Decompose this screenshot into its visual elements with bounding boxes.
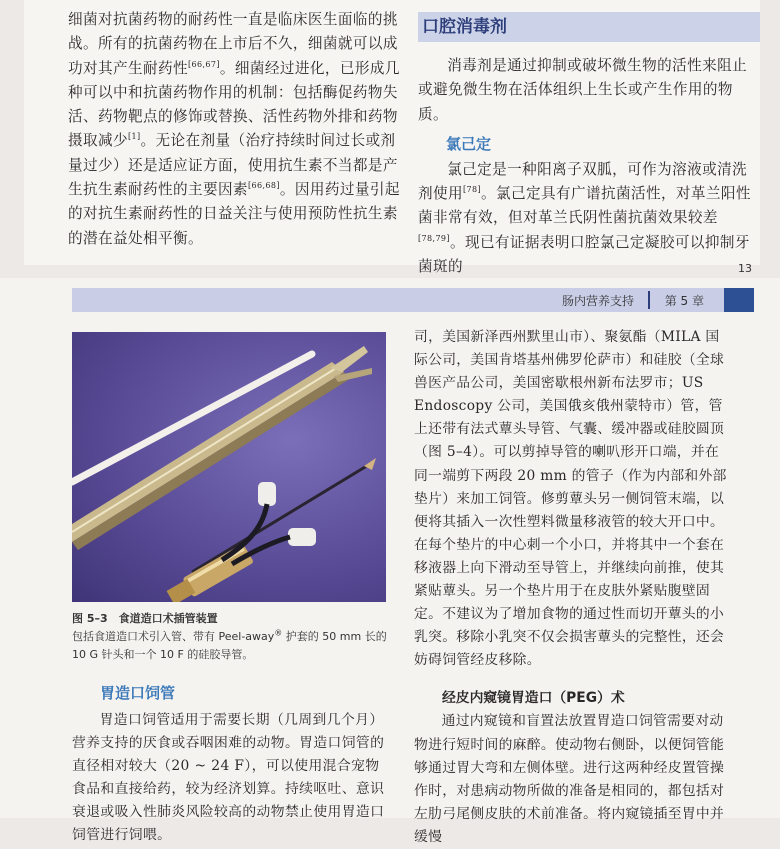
- header-title: 肠内营养支持: [561, 294, 634, 308]
- caption-body: [72, 628, 392, 664]
- citation: [78,79]: [418, 233, 450, 243]
- citation: [1]: [127, 132, 141, 142]
- disinfectant-paragraph: 消毒剂是通过抑制或破坏微生物的活性来阻止或避免微生物在活体组织上生长或产生作用的物质。: [418, 57, 748, 123]
- paragraph-text: 。现已有证据表明口腔氯己定凝胶可以抑制牙菌斑的: [418, 233, 750, 276]
- bottom-page: [0, 278, 780, 845]
- top-right-column: [418, 12, 760, 279]
- caption-title: 图 5–3 食道造口术插管装置: [72, 612, 218, 625]
- feeding-tube-device-image: [72, 332, 386, 602]
- paragraph-text: 。因用药过量引起的对抗生素耐药性的日益关注与使用预防性抗生素的潜在益处相平衡。: [68, 181, 400, 247]
- paragraph-text: 。细菌经过进化，已形成几种可以中和抗菌药物作用的机制：包括酶促药物失活、药物靶点的修饰或替换、活性药物外排和药物摄取减少: [68, 59, 400, 150]
- figure-caption: [72, 610, 392, 664]
- peg-paragraph: 通过内窥镜和盲置法放置胃造口饲管需要对动物进行短时间的麻醉。使动物右侧卧，以便饲管能够通过胃大弯和左侧体壁。进行这两种经皮置管操作时，对患病动物所做的准备是相同的，都包括对左肋弓尾侧皮肤的术前准备。将内窥镜插至胃中并缓慢: [414, 713, 725, 845]
- paragraph-text: 氯己定是一种阳离子双胍，可作为溶液或清洗剂使用: [418, 160, 748, 203]
- caption-text: 包括食道造口术引入管、带有 Peel-away: [72, 630, 275, 643]
- gastrostomy-paragraph: 胃造口饲管适用于需要长期（几周到几个月）营养支持的厌食或吞咽困难的动物。胃造口饲管的直径相对较大（20 ~ 24 F），可以使用混合宠物食品和直接给药，较为经济划算。持续呕吐、意识衰退或吸入性肺炎风险较高的动物禁止使用胃造口饲管进行饲喂。: [72, 712, 385, 844]
- left-column: [72, 682, 392, 848]
- antibiotic-resistance-paragraph: [68, 8, 404, 251]
- registered-mark: ®: [274, 628, 283, 638]
- figure-photo: [72, 332, 386, 602]
- running-header: [72, 288, 754, 312]
- caption-text: 护套的 50 mm 长的 10 G 针头和一个 10 F 的硅胶导管。: [72, 630, 387, 661]
- top-left-column: [68, 8, 404, 251]
- right-column: [414, 326, 730, 849]
- chlorhexidine-paragraph: [418, 158, 760, 279]
- citation: [66,67]: [187, 59, 220, 69]
- peg-heading: 经皮内窥镜胃造口（PEG）术: [442, 690, 625, 707]
- chlorhexidine-heading: 氯己定: [446, 134, 492, 153]
- citation: [78]: [462, 185, 482, 195]
- gastrostomy-tube-heading: 胃造口饲管: [100, 684, 176, 702]
- section-title: 口腔消毒剂: [418, 12, 760, 42]
- page-number: 13: [738, 262, 752, 275]
- header-chapter: 第 5 章: [664, 294, 704, 308]
- header-divider: [648, 291, 650, 309]
- header-accent-block: [724, 288, 754, 312]
- citation: [66,68]: [247, 181, 280, 191]
- tube-construction-paragraph: 司，美国新泽西州默里山市）、聚氨酯（MILA 国际公司，美国肯塔基州佛罗伦萨市）和硅胶（全球兽医产品公司，美国密歇根州新布法罗市；US Endoscopy 公司，美国俄亥俄州蒙特市）管，管上还带有法式蕈头导管、气囊、缓冲器或硅胶圆顶（图 5–4）。可以剪掉导管的喇叭形开口端，并在同一端剪下两段 20 mm 的管子（作为内部和外部垫片）来加工饲管。修剪蕈头另一侧饲管末端，以便将其插入一次性塑料微量移液管的较大开口中。在每个垫片的中心刺一个小口，并将其中一个套在移液器上向下滑动至导管上，并继续向前推，使其紧贴蕈头。另一个垫片用于在皮肤外紧贴腹壁固定。不建议为了增加食物的通过性而切开蕈头的小乳突。移除小乳突不仅会损害蕈头的完整性，还会妨碍饲管经皮移除。: [414, 329, 727, 669]
- paragraph-text: 。氯己定具有广谱抗菌活性，对革兰阳性菌非常有效，但对革兰氏阴性菌抗菌效果较差: [418, 185, 751, 227]
- paragraph-text: 细菌对抗菌药物的耐药性一直是临床医生面临的挑战。所有的抗菌药物在上市后不久，细菌就可以成功对其产生耐药性: [68, 11, 398, 77]
- paragraph-text: 。无论在剂量（治疗持续时间过长或剂量过少）还是适应证方面，使用抗生素不当都是产生抗生素耐药性的主要因素: [68, 132, 398, 199]
